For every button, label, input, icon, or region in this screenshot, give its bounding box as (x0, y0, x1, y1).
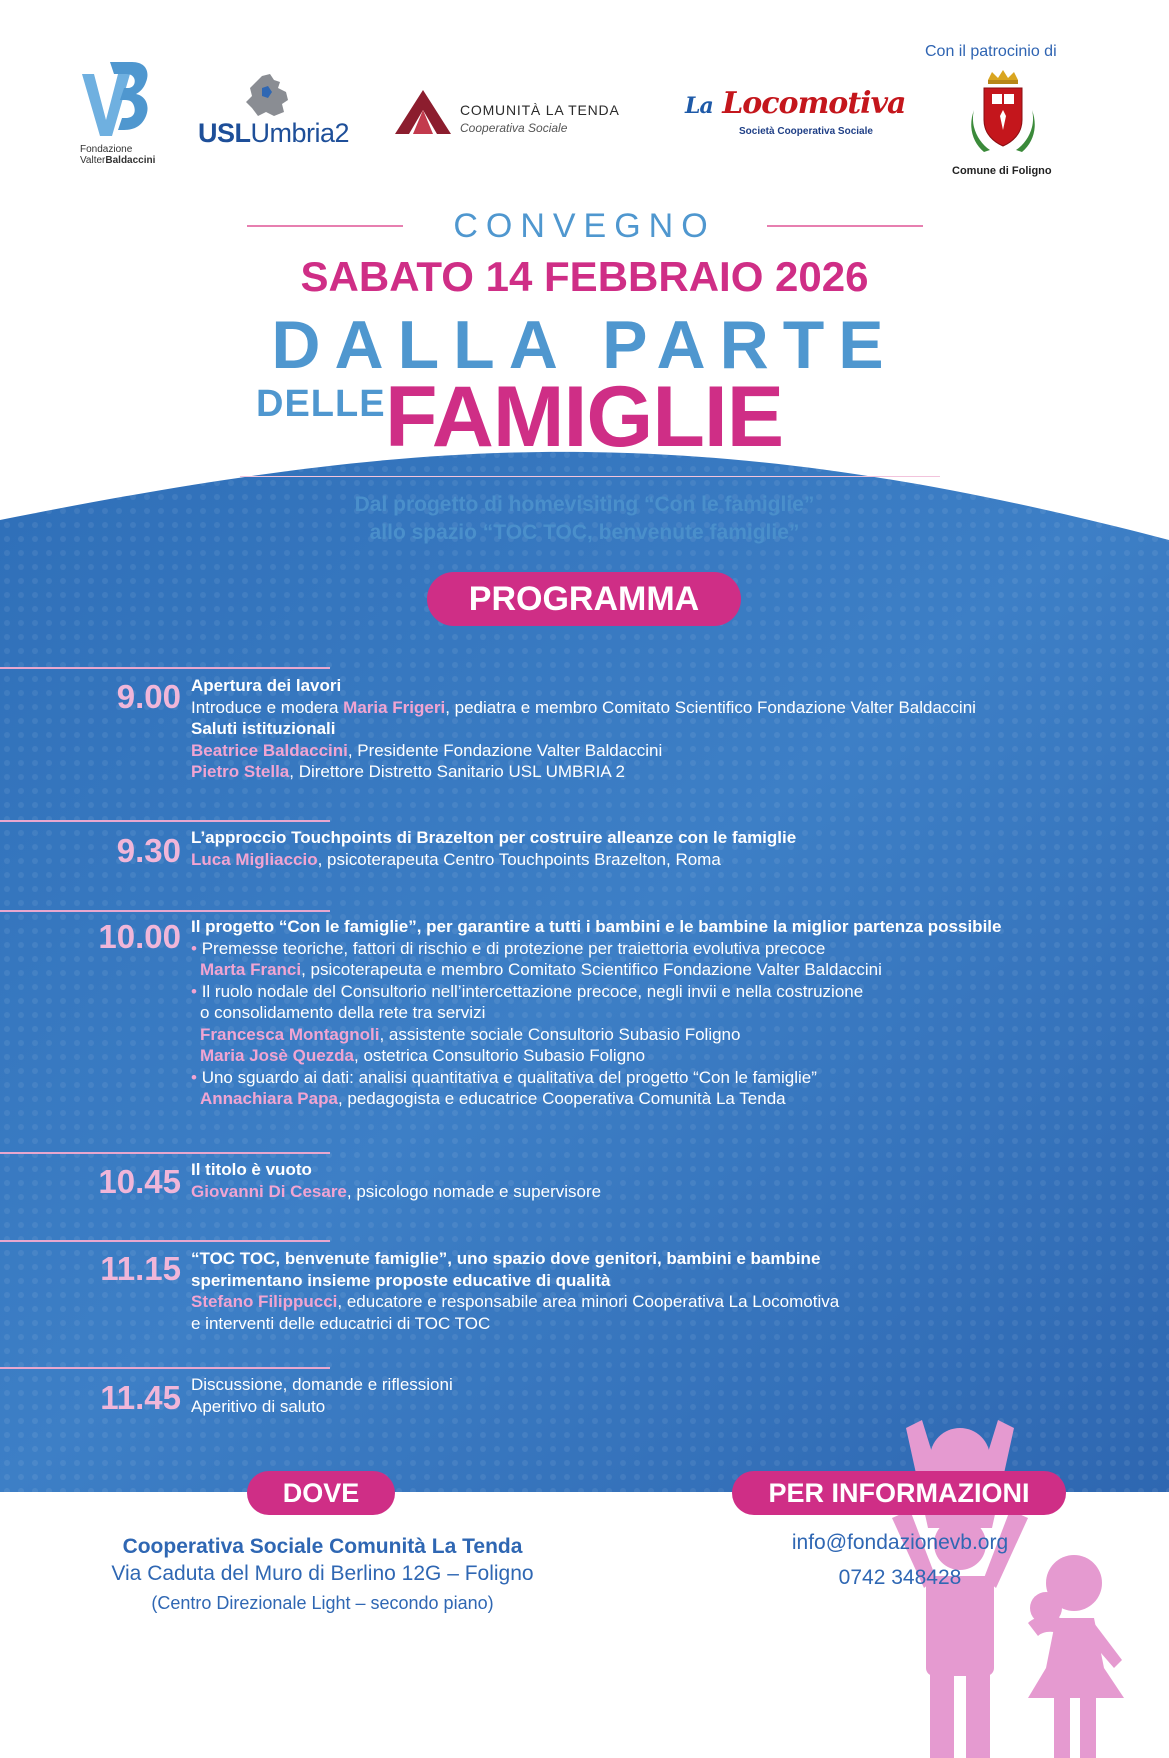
tent-icon (393, 88, 453, 136)
dove-pill: DOVE (247, 1471, 395, 1515)
subtitle (0, 491, 1169, 547)
comunita-la-tenda-logo (393, 88, 633, 148)
session-3 (191, 916, 1151, 1110)
s5-l3b: , educatore e responsabile area minori Cooperativa La Locomotiva (337, 1292, 840, 1311)
session-2-title: L’approccio Touchpoints di Brazelton per costruire alleanze con le famiglie (191, 828, 797, 847)
session-3-bullet-2: • Il ruolo nodale del Consultorio nell’intercettazione precoce, negli invii e nella costruzione (191, 981, 864, 1001)
session-3-bullet-1-speaker (191, 959, 1151, 981)
s3-b1: Premesse teoriche, fattori di rischio e di protezione per traiettoria evolutiva precoce (201, 938, 826, 958)
title-delle: DELLE (256, 383, 386, 425)
tenda-sub: Cooperativa Sociale (460, 121, 568, 135)
locomotiva-sub: Società Cooperativa Sociale (739, 126, 873, 137)
s3-b2: Il ruolo nodale del Consultorio nell’intercettazione precoce, negli invii e nella costruzione (201, 981, 864, 1001)
s1-l5b: , Direttore Distretto Sanitario USL UMBRIA 2 (289, 762, 625, 781)
session-2-speaker (191, 849, 1091, 871)
session-5 (191, 1248, 1091, 1334)
s3-b2n2: Maria Josè Quezda (200, 1046, 355, 1065)
session-1-saluti: Saluti istituzionali (191, 719, 336, 738)
title-underline (240, 476, 940, 477)
session-3-bullet-3: • Uno sguardo ai dati: analisi quantitativa e qualitativa del progetto “Con le famiglie” (191, 1067, 817, 1087)
session-1-speaker-2 (191, 761, 1091, 783)
convegno-label: CONVEGNO (453, 207, 716, 245)
s1-l2b: Maria Frigeri (343, 697, 446, 717)
session-3-bullet-2-cont: o consolidamento della rete tra servizi (200, 1003, 486, 1022)
s1-l2a: Introduce e modera (191, 697, 344, 717)
s5-l3a: Stefano Filippucci (191, 1292, 338, 1311)
usl-umbria-logo (198, 74, 348, 154)
time-9-30: 9.30 (116, 832, 181, 869)
session-6-line-1: Discussione, domande e riflessioni (191, 1375, 453, 1394)
s4-l2b: , psicologo nomade e supervisore (346, 1181, 602, 1201)
separator-5 (0, 1240, 330, 1242)
session-6 (191, 1374, 1091, 1417)
usl-part2: Umbria2 (250, 118, 350, 148)
foligno-coat-of-arms-icon (970, 70, 1036, 156)
s3-b3r: , pedagogista e educatrice Cooperativa Comunità La Tenda (337, 1089, 786, 1108)
s3-b3n: Annachiara Papa (200, 1089, 338, 1108)
session-3-bullet-2-speaker-1 (191, 1024, 1151, 1046)
title-famiglie: FAMIGLIE (385, 369, 784, 465)
session-4-title: Il titolo è vuoto (191, 1160, 312, 1179)
s3-b1r: , psicoterapeuta e membro Comitato Scientifico Fondazione Valter Baldaccini (301, 960, 882, 979)
session-5-title-1: “TOC TOC, benvenute famiglie”, uno spazio dove genitori, bambini e bambine (191, 1249, 821, 1268)
fvb-line2b: Baldaccini (105, 155, 156, 166)
s3-b2r1: , assistente sociale Consultorio Subasio Foligno (379, 1024, 741, 1044)
s3-b2r2: , ostetrica Consultorio Subasio Foligno (354, 1046, 646, 1065)
event-date: SABATO 14 FEBBRAIO 2026 (300, 253, 869, 300)
comune-label: Comune di Foligno (952, 165, 1052, 177)
s1-l5a: Pietro Stella (191, 762, 290, 781)
subtitle-line1: Dal progetto di homevisiting “Con le famiglie” (354, 493, 815, 516)
session-3-bullet-2-speaker-2 (191, 1045, 1151, 1067)
usl-part1: USL (198, 118, 251, 148)
locomotiva-la: La (685, 93, 713, 119)
time-11-45: 11.45 (100, 1379, 181, 1416)
session-4 (191, 1159, 1091, 1202)
venue-note: (Centro Direzionale Light – secondo piano) (151, 1593, 494, 1613)
contact-email[interactable]: info@fondazionevb.org (791, 1531, 1009, 1554)
fvb-line2a: Valter (80, 155, 106, 166)
session-1-title: Apertura dei lavori (191, 676, 342, 695)
locomotiva-name (685, 86, 905, 121)
umbria-region-icon (244, 74, 294, 118)
s1-l4a: Beatrice Baldaccini (191, 740, 348, 760)
s1-l2c: , pediatra e membro Comitato Scientifico Fondazione Valter Baldaccini (445, 697, 976, 717)
usl-logo-text (198, 118, 349, 149)
patrocinio-label: Con il patrocinio di (925, 43, 1057, 60)
title-dalla-parte: DALLA PARTE (271, 307, 898, 383)
time-10-00: 10.00 (98, 918, 181, 955)
s1-l4b: , Presidente Fondazione Valter Baldaccini (347, 740, 663, 760)
separator-1 (0, 667, 330, 669)
separator-4 (0, 1152, 330, 1154)
s2-l2b: , psicoterapeuta Centro Touchpoints Brazelton, Roma (317, 849, 721, 869)
la-locomotiva-logo (685, 86, 906, 146)
session-5-note: e interventi delle educatrici di TOC TOC (191, 1313, 491, 1333)
session-1-moderator (191, 697, 1091, 719)
session-1-speaker-1 (191, 740, 1091, 762)
fvb-monogram-icon (80, 60, 150, 138)
time-11-15: 11.15 (100, 1250, 181, 1287)
session-5-title-2: sperimentano insieme proposte educative di qualità (191, 1270, 611, 1290)
s3-b1n: Marta Franci (200, 960, 302, 979)
venue-name: Cooperativa Sociale Comunità La Tenda (122, 1535, 523, 1558)
locomotiva-word: Locomotiva (722, 86, 906, 121)
session-5-speaker (191, 1291, 1091, 1313)
separator-2 (0, 820, 330, 822)
info-pill: PER INFORMAZIONI (732, 1471, 1066, 1515)
tenda-name: COMUNITÀ LA TENDA (460, 102, 620, 118)
session-1 (191, 675, 1091, 783)
fvb-line1: Fondazione (80, 144, 133, 155)
session-3-title: Il progetto “Con le famiglie”, per garantire a tutti i bambini e le bambine la miglior partenza possibile (191, 917, 1002, 936)
time-10-45: 10.45 (98, 1163, 181, 1200)
programma-pill: PROGRAMMA (427, 572, 741, 626)
venue-address: Via Caduta del Muro di Berlino 12G – Foligno (111, 1562, 534, 1585)
session-6-line-2: Aperitivo di saluto (191, 1396, 326, 1416)
s3-b3: Uno sguardo ai dati: analisi quantitativa e qualitativa del progetto “Con le famiglie” (201, 1067, 817, 1087)
session-4-speaker (191, 1181, 1091, 1203)
subtitle-line2: allo spazio “TOC TOC, benvenute famiglie” (369, 521, 800, 544)
session-3-bullet-3-speaker (191, 1088, 1151, 1110)
s3-b2n1: Francesca Montagnoli (200, 1024, 380, 1044)
separator-6 (0, 1367, 330, 1369)
s4-l2a: Giovanni Di Cesare (191, 1181, 347, 1201)
time-9-00: 9.00 (116, 678, 181, 715)
session-2 (191, 827, 1091, 870)
session-3-bullet-1: • Premesse teoriche, fattori di rischio e di protezione per traiettoria evolutiva precoce (191, 938, 826, 958)
separator-3 (0, 910, 330, 912)
fvb-logo-text (80, 144, 155, 166)
s2-l2a: Luca Migliaccio (191, 849, 318, 869)
contact-phone[interactable]: 0742 348428 (838, 1566, 962, 1589)
fondazione-vb-logo (78, 60, 158, 170)
